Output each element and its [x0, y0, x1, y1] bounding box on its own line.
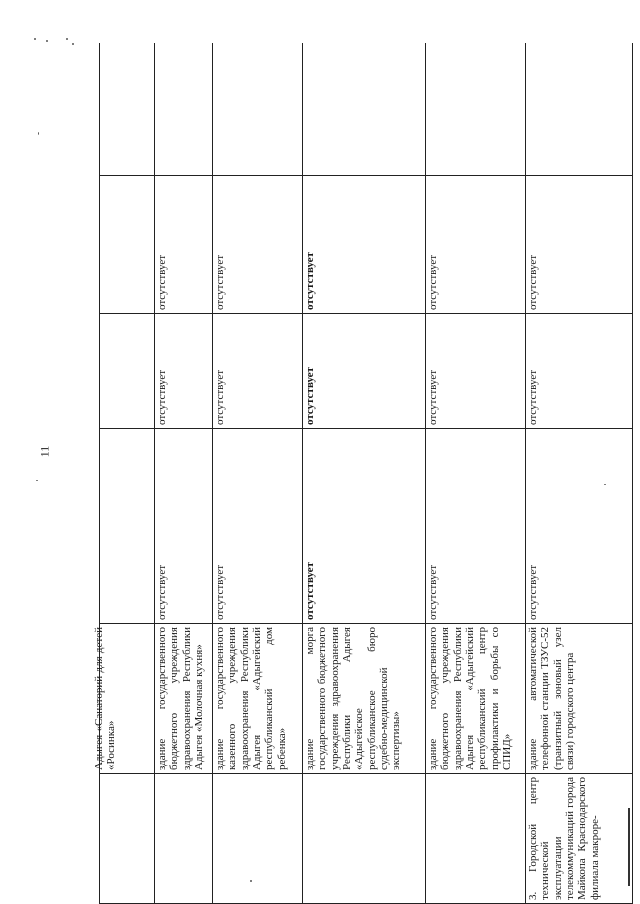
scan-speck [46, 40, 48, 42]
scan-speck [72, 43, 74, 45]
object-cell: здание автоматической телефонной станции ТЗУС-52 (транзитный зоновый узел связи) городского центра [526, 624, 633, 774]
cell-col-b: отсутствует [155, 314, 213, 429]
cut-column [426, 44, 526, 176]
scan-speck [34, 38, 36, 40]
table-row [426, 44, 526, 904]
object-cell: здание государственного бюджетного учреждения здравоохранения Республики Адыгея «Адыгейский республиканский центр профилактики и борьбы со СПИД» [426, 624, 526, 774]
cell-col-a [100, 429, 155, 624]
table-row [155, 44, 213, 904]
cut-column [100, 44, 155, 176]
page-number: 11 [38, 437, 53, 467]
document-table [99, 44, 633, 904]
object-cell: здание государственного казенного учреждения здравоохранения Республики Адыгея «Адыгейский республиканский дом ребенка» [213, 624, 303, 774]
cell-col-a: отсутствует [303, 429, 426, 624]
cut-column [155, 44, 213, 176]
table-row [213, 44, 303, 904]
cell-col-b: отсутствует [526, 314, 633, 429]
org-cell [155, 774, 213, 904]
cut-column [526, 44, 633, 176]
cell-col-c [100, 176, 155, 314]
table-row [526, 44, 633, 904]
scan-speck [36, 480, 38, 481]
org-cell [426, 774, 526, 904]
cell-col-a: отсутствует [213, 429, 303, 624]
org-cell [303, 774, 426, 904]
table-row [303, 44, 426, 904]
cell-col-c: отсутствует [526, 176, 633, 314]
scan-speck [66, 38, 68, 40]
cell-col-c: отсутствует [155, 176, 213, 314]
cell-col-a: отсутствует [426, 429, 526, 624]
cut-column [213, 44, 303, 176]
cell-col-b: отсутствует [303, 314, 426, 429]
cell-col-c: отсутствует [426, 176, 526, 314]
cut-column [303, 44, 426, 176]
object-cell: здание государственного бюджетного учреждения здравоохранения Республики Адыгея «Молочная кухня» [155, 624, 213, 774]
object-cell [100, 624, 155, 774]
cell-col-a: отсутствует [526, 429, 633, 624]
org-cell: 3. Городской центр технической эксплуатации телекоммуникаций города Майкопа Краснодарского филиала макроре- [526, 774, 633, 904]
object-text: Адыгея «Санаторий для детей «Росинка» [93, 627, 118, 770]
org-cell [100, 774, 155, 904]
cell-col-b: отсутствует [213, 314, 303, 429]
object-cell: здание морга государственного бюджетного учреждения здравоохранения Республики Адыгея «Адыгейское республиканское бюро судебно-медицинской экспертизы» [303, 624, 426, 774]
cell-col-b [100, 314, 155, 429]
cell-col-b: отсутствует [426, 314, 526, 429]
cell-col-c: отсутствует [213, 176, 303, 314]
rotated-table-wrapper [99, 44, 632, 904]
cell-col-a: отсутствует [155, 429, 213, 624]
cell-col-c: отсутствует [303, 176, 426, 314]
org-cell [213, 774, 303, 904]
table-row [100, 44, 155, 904]
scan-speck [38, 132, 39, 135]
